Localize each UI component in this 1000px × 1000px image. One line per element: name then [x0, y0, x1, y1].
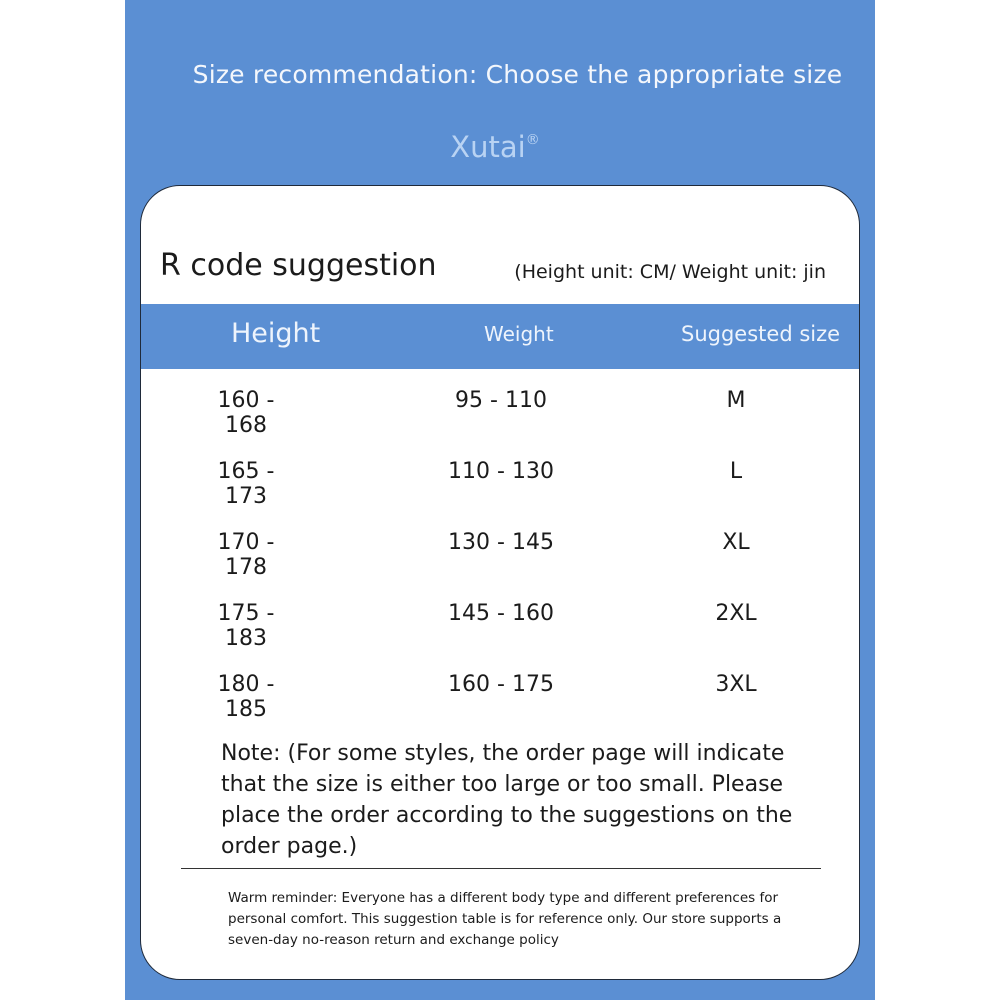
size-cell: 3XL: [715, 672, 757, 697]
brand-logo: [125, 130, 865, 164]
weight-cell: 130 - 145: [448, 530, 554, 555]
table-header: [141, 304, 860, 369]
brand-name: Xutai: [450, 130, 526, 164]
size-cell: 2XL: [715, 601, 757, 626]
table-row: [141, 518, 860, 589]
height-cell: 160 - 168: [217, 388, 275, 438]
weight-cell: 145 - 160: [448, 601, 554, 626]
card-title: R code suggestion: [160, 248, 437, 283]
size-chart-card: [140, 185, 860, 980]
height-cell: 165 - 173: [217, 459, 275, 509]
size-cell: M: [726, 388, 746, 413]
height-cell: 180 - 185: [217, 672, 275, 722]
height-cell: 175 - 183: [217, 601, 275, 651]
column-header-height: Height: [231, 318, 321, 349]
unit-note: (Height unit: CM/ Weight unit: jin: [514, 261, 826, 283]
column-header-weight: Weight: [484, 322, 554, 346]
weight-cell: 160 - 175: [448, 672, 554, 697]
weight-cell: 110 - 130: [448, 459, 554, 484]
height-cell: 170 - 178: [217, 530, 275, 580]
divider: [181, 868, 821, 869]
order-note: Note: (For some styles, the order page will indicate that the size is either too large or too small. Please place the order according to the suggestions on the order page.): [221, 741, 793, 859]
size-table: [141, 376, 860, 731]
table-row: [141, 447, 860, 518]
warm-reminder: Warm reminder: Everyone has a different body type and different preferences for personal comfort. This suggestion table is for reference only. Our store supports a seven-day no-reason return and exchange policy: [228, 890, 782, 948]
column-header-size: Suggested size: [681, 322, 841, 346]
weight-cell: 95 - 110: [455, 388, 547, 413]
size-cell: L: [729, 459, 743, 484]
table-row: [141, 376, 860, 447]
size-cell: XL: [722, 530, 750, 555]
table-row: [141, 660, 860, 731]
registered-mark: ®: [525, 132, 540, 148]
headline: Size recommendation: Choose the appropriate size: [192, 60, 843, 89]
table-row: [141, 589, 860, 660]
